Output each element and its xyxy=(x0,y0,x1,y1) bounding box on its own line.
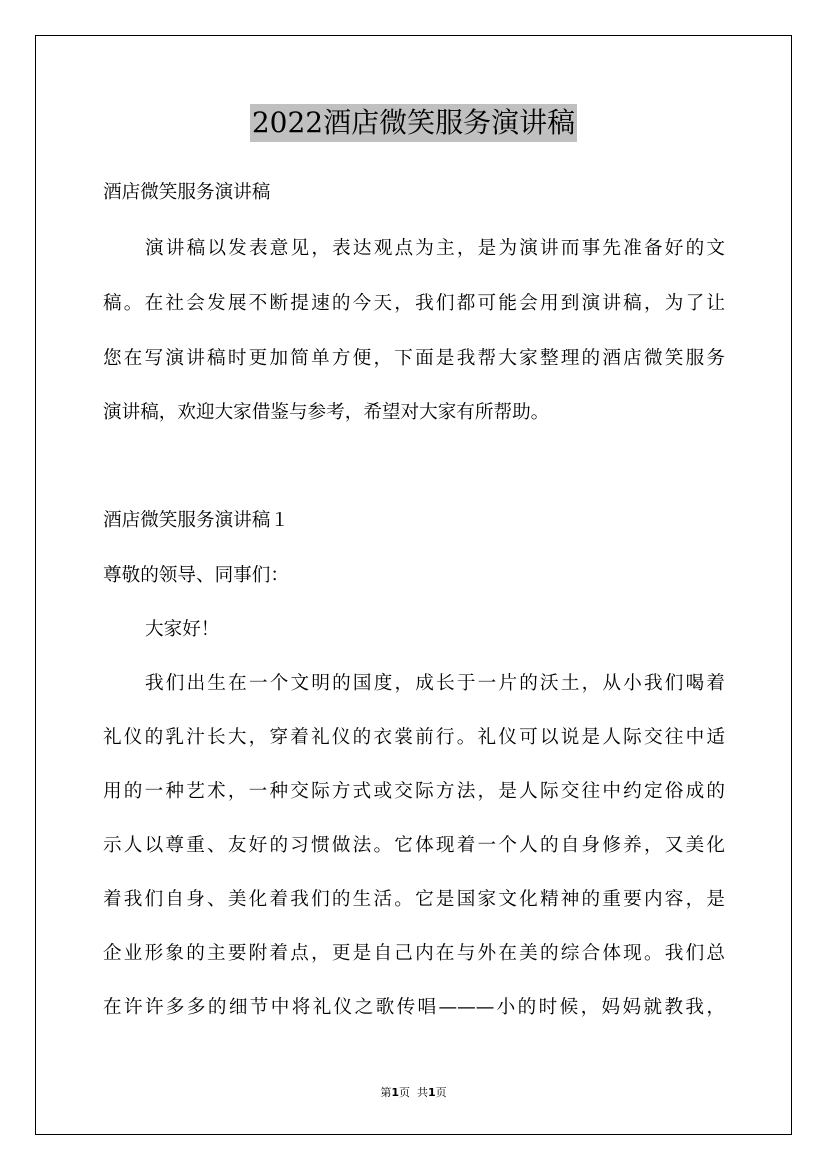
paragraph-line: 礼仪的乳汁长大，穿着礼仪的衣裳前行。礼仪可以说是人际交往中适 xyxy=(103,727,725,748)
total-prefix: 共 xyxy=(417,1086,428,1099)
paragraph-line: 在许许多多的细节中将礼仪之歌传唱———小的时候，妈妈就教我， xyxy=(103,997,725,1018)
paragraph-line: 着我们自身、美化着我们的生活。它是国家文化精神的重要内容，是 xyxy=(103,889,725,910)
section-heading: 酒店微笑服务演讲稿１ xyxy=(103,510,289,531)
paragraph-line: 您在写演讲稿时更加简单方便，下面是我帮大家整理的酒店微笑服务 xyxy=(103,348,725,369)
paragraph-line: 示人以尊重、友好的习惯做法。它体现着一个人的自身修养，又美化 xyxy=(103,835,725,856)
paragraph-line: 我们出生在一个文明的国度，成长于一片的沃土，从小我们喝着 xyxy=(145,673,725,694)
document-title: 2022酒店微笑服务演讲稿 xyxy=(250,104,577,142)
paragraph-line: 演讲稿以发表意见，表达观点为主，是为演讲而事先准备好的文 xyxy=(145,238,725,259)
paragraph-line: 稿。在社会发展不断提速的今天，我们都可能会用到演讲稿，为了让 xyxy=(103,293,725,314)
total-pages: 1 xyxy=(428,1086,436,1099)
total-suffix: 页 xyxy=(435,1086,447,1099)
salutation-line: 尊敬的领导、同事们： xyxy=(103,565,289,586)
paragraph-line: 演讲稿，欢迎大家借鉴与参考，希望对大家有所帮助。 xyxy=(103,402,550,423)
subtitle-line: 酒店微笑服务演讲稿 xyxy=(103,182,271,203)
title-container xyxy=(0,104,827,142)
page-footer xyxy=(0,1084,827,1100)
page-prefix: 第 xyxy=(380,1086,392,1099)
page-suffix: 页 xyxy=(399,1086,410,1099)
greeting-line: 大家好！ xyxy=(145,619,220,640)
page-number: 1 xyxy=(391,1086,399,1099)
paragraph-line: 企业形象的主要附着点，更是自己内在与外在美的综合体现。我们总 xyxy=(103,943,725,964)
paragraph-line: 用的一种艺术，一种交际方式或交际方法，是人际交往中约定俗成的 xyxy=(103,781,725,802)
